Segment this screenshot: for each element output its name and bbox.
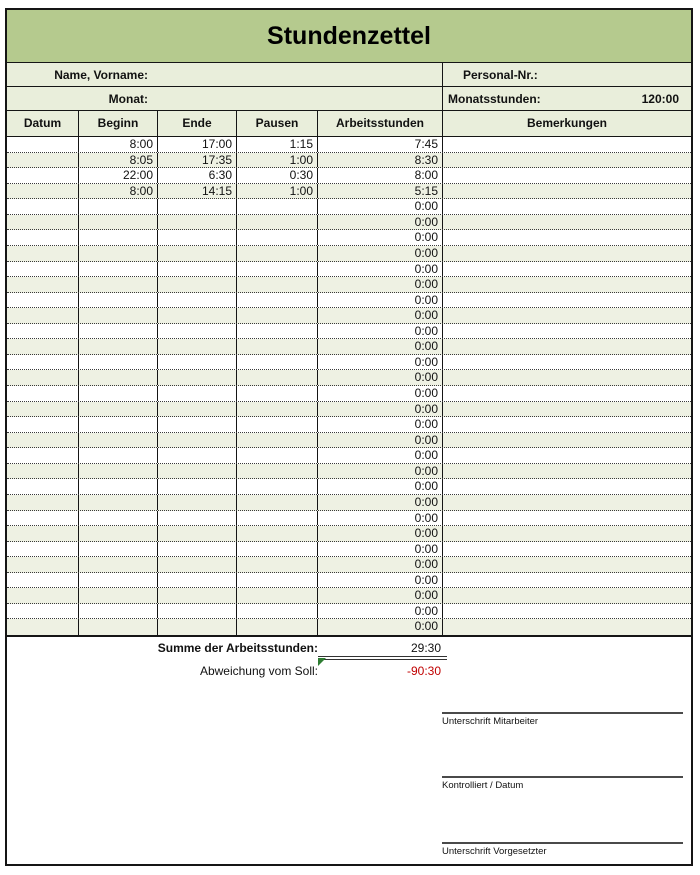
cell-arbeitsstunden-row14[interactable]: 0:00 xyxy=(318,339,443,354)
cell-beginn-row29[interactable] xyxy=(79,573,158,588)
cell-datum-row29[interactable] xyxy=(7,573,79,588)
name-label: Name, Vorname: xyxy=(54,67,148,82)
cell-arbeitsstunden-row21[interactable]: 0:00 xyxy=(318,448,443,463)
cell-bemerkungen-row6[interactable] xyxy=(443,215,691,230)
cell-pausen-row19[interactable] xyxy=(237,417,318,432)
cell-bemerkungen-row28[interactable] xyxy=(443,557,691,572)
cell-bemerkungen-row7[interactable] xyxy=(443,230,691,245)
cell-arbeitsstunden-row30[interactable]: 0:00 xyxy=(318,588,443,603)
cell-ende-row28[interactable] xyxy=(158,557,237,572)
cell-bemerkungen-row9[interactable] xyxy=(443,262,691,277)
cell-datum-row12[interactable] xyxy=(7,308,79,323)
monatsstunden-cell xyxy=(443,87,691,110)
cell-ende-row32[interactable] xyxy=(158,619,237,635)
cell-beginn-row11[interactable] xyxy=(79,293,158,308)
cell-ende-row8[interactable] xyxy=(158,246,237,261)
cell-beginn-row17[interactable] xyxy=(79,386,158,401)
cell-arbeitsstunden-row15[interactable]: 0:00 xyxy=(318,355,443,370)
cell-arbeitsstunden-row6[interactable]: 0:00 xyxy=(318,215,443,230)
cell-arbeitsstunden-row18[interactable]: 0:00 xyxy=(318,402,443,417)
cell-beginn-row28[interactable] xyxy=(79,557,158,572)
cell-ende-row12[interactable] xyxy=(158,308,237,323)
cell-bemerkungen-row4[interactable] xyxy=(443,184,691,199)
table-row xyxy=(7,386,691,402)
cell-beginn-row2[interactable]: 8:05 xyxy=(79,153,158,168)
cell-arbeitsstunden-row16[interactable]: 0:00 xyxy=(318,370,443,385)
cell-datum-row17[interactable] xyxy=(7,386,79,401)
column-header-arbeitsstunden: Arbeitsstunden xyxy=(318,111,443,136)
cell-pausen-row2[interactable]: 1:00 xyxy=(237,153,318,168)
table-row xyxy=(7,433,691,449)
cell-bemerkungen-row3[interactable] xyxy=(443,168,691,183)
table-row xyxy=(7,573,691,589)
cell-pausen-row25[interactable] xyxy=(237,511,318,526)
cell-ende-row15[interactable] xyxy=(158,355,237,370)
cell-ende-row3[interactable]: 6:30 xyxy=(158,168,237,183)
cell-arbeitsstunden-row5[interactable]: 0:00 xyxy=(318,199,443,214)
cell-pausen-row7[interactable] xyxy=(237,230,318,245)
cell-datum-row11[interactable] xyxy=(7,293,79,308)
cell-ende-row20[interactable] xyxy=(158,433,237,448)
cell-beginn-row32[interactable] xyxy=(79,619,158,635)
deviation-row xyxy=(7,664,441,678)
cell-bemerkungen-row14[interactable] xyxy=(443,339,691,354)
signature-line xyxy=(442,842,683,844)
table-row xyxy=(7,542,691,558)
cell-arbeitsstunden-row23[interactable]: 0:00 xyxy=(318,479,443,494)
cell-datum-row10[interactable] xyxy=(7,277,79,292)
cell-ende-row31[interactable] xyxy=(158,604,237,619)
cell-beginn-row18[interactable] xyxy=(79,402,158,417)
table-row xyxy=(7,215,691,231)
cell-bemerkungen-row22[interactable] xyxy=(443,464,691,479)
table-row xyxy=(7,417,691,433)
signature-field xyxy=(442,712,683,727)
cell-datum-row18[interactable] xyxy=(7,402,79,417)
table-row xyxy=(7,479,691,495)
cell-pausen-row12[interactable] xyxy=(237,308,318,323)
table-row xyxy=(7,604,691,620)
cell-datum-row6[interactable] xyxy=(7,215,79,230)
table-row xyxy=(7,339,691,355)
cell-beginn-row19[interactable] xyxy=(79,417,158,432)
cell-beginn-row30[interactable] xyxy=(79,588,158,603)
monat-label: Monat: xyxy=(108,91,148,106)
page-title: Stundenzettel xyxy=(267,22,431,50)
cell-ende-row17[interactable] xyxy=(158,386,237,401)
deviation-label: Abweichung vom Soll: xyxy=(199,664,318,678)
cell-bemerkungen-row19[interactable] xyxy=(443,417,691,432)
cell-beginn-row14[interactable] xyxy=(79,339,158,354)
cell-datum-row16[interactable] xyxy=(7,370,79,385)
monat-input-area[interactable] xyxy=(148,87,442,110)
cell-pausen-row21[interactable] xyxy=(237,448,318,463)
cell-datum-row31[interactable] xyxy=(7,604,79,619)
table-row xyxy=(7,495,691,511)
timesheet-grid xyxy=(7,137,691,637)
cell-pausen-row11[interactable] xyxy=(237,293,318,308)
cell-ende-row10[interactable] xyxy=(158,277,237,292)
cell-datum-row25[interactable] xyxy=(7,511,79,526)
cell-bemerkungen-row20[interactable] xyxy=(443,433,691,448)
cell-bemerkungen-row13[interactable] xyxy=(443,324,691,339)
cell-beginn-row15[interactable] xyxy=(79,355,158,370)
cell-pausen-row32[interactable] xyxy=(237,619,318,635)
cell-beginn-row16[interactable] xyxy=(79,370,158,385)
cell-ende-row7[interactable] xyxy=(158,230,237,245)
cell-arbeitsstunden-row17[interactable]: 0:00 xyxy=(318,386,443,401)
cell-pausen-row20[interactable] xyxy=(237,433,318,448)
cell-pausen-row10[interactable] xyxy=(237,277,318,292)
cell-bemerkungen-row18[interactable] xyxy=(443,402,691,417)
cell-datum-row15[interactable] xyxy=(7,355,79,370)
cell-beginn-row20[interactable] xyxy=(79,433,158,448)
cell-datum-row8[interactable] xyxy=(7,246,79,261)
cell-pausen-row28[interactable] xyxy=(237,557,318,572)
cell-beginn-row23[interactable] xyxy=(79,479,158,494)
cell-beginn-row24[interactable] xyxy=(79,495,158,510)
signature-label: Kontrolliert / Datum xyxy=(442,780,524,791)
cell-arbeitsstunden-row31[interactable]: 0:00 xyxy=(318,604,443,619)
cell-pausen-row30[interactable] xyxy=(237,588,318,603)
cell-arbeitsstunden-row24[interactable]: 0:00 xyxy=(318,495,443,510)
cell-beginn-row5[interactable] xyxy=(79,199,158,214)
total-double-rule xyxy=(318,656,447,660)
table-row xyxy=(7,355,691,371)
cell-pausen-row5[interactable] xyxy=(237,199,318,214)
cell-datum-row32[interactable] xyxy=(7,619,79,635)
table-row xyxy=(7,246,691,262)
cell-datum-row22[interactable] xyxy=(7,464,79,479)
cell-bemerkungen-row24[interactable] xyxy=(443,495,691,510)
cell-beginn-row26[interactable] xyxy=(79,526,158,541)
cell-bemerkungen-row32[interactable] xyxy=(443,619,691,635)
cell-ende-row19[interactable] xyxy=(158,417,237,432)
cell-bemerkungen-row26[interactable] xyxy=(443,526,691,541)
cell-pausen-row16[interactable] xyxy=(237,370,318,385)
personal-nr-input-area[interactable] xyxy=(538,63,691,86)
cell-datum-row30[interactable] xyxy=(7,588,79,603)
cell-ende-row14[interactable] xyxy=(158,339,237,354)
table-row xyxy=(7,324,691,340)
cell-ende-row29[interactable] xyxy=(158,573,237,588)
table-row xyxy=(7,619,691,635)
cell-arbeitsstunden-row13[interactable]: 0:00 xyxy=(318,324,443,339)
cell-bemerkungen-row5[interactable] xyxy=(443,199,691,214)
cell-ende-row6[interactable] xyxy=(158,215,237,230)
cell-datum-row23[interactable] xyxy=(7,479,79,494)
cell-arbeitsstunden-row19[interactable]: 0:00 xyxy=(318,417,443,432)
table-row xyxy=(7,370,691,386)
name-row xyxy=(7,63,691,87)
column-header-row xyxy=(7,111,691,137)
cell-beginn-row8[interactable] xyxy=(79,246,158,261)
table-row xyxy=(7,230,691,246)
table-row xyxy=(7,293,691,309)
name-input-area[interactable] xyxy=(148,63,442,86)
monatsstunden-value[interactable]: 120:00 xyxy=(641,91,679,106)
cell-arbeitsstunden-row1[interactable]: 7:45 xyxy=(318,137,443,152)
cell-arbeitsstunden-row20[interactable]: 0:00 xyxy=(318,433,443,448)
cell-pausen-row4[interactable]: 1:00 xyxy=(237,184,318,199)
table-row xyxy=(7,184,691,200)
cell-pausen-row27[interactable] xyxy=(237,542,318,557)
cell-arbeitsstunden-row12[interactable]: 0:00 xyxy=(318,308,443,323)
signature-line xyxy=(442,776,683,778)
cell-datum-row5[interactable] xyxy=(7,199,79,214)
summary-section xyxy=(7,637,691,866)
cell-arbeitsstunden-row11[interactable]: 0:00 xyxy=(318,293,443,308)
cell-arbeitsstunden-row8[interactable]: 0:00 xyxy=(318,246,443,261)
cell-bemerkungen-row25[interactable] xyxy=(443,511,691,526)
cell-ende-row4[interactable]: 14:15 xyxy=(158,184,237,199)
cell-arbeitsstunden-row7[interactable]: 0:00 xyxy=(318,230,443,245)
cell-ende-row13[interactable] xyxy=(158,324,237,339)
cell-bemerkungen-row10[interactable] xyxy=(443,277,691,292)
cell-arbeitsstunden-row29[interactable]: 0:00 xyxy=(318,573,443,588)
cell-arbeitsstunden-row9[interactable]: 0:00 xyxy=(318,262,443,277)
table-row xyxy=(7,199,691,215)
personal-nr-cell xyxy=(443,63,691,86)
signature-field xyxy=(442,842,683,857)
cell-bemerkungen-row8[interactable] xyxy=(443,246,691,261)
cell-pausen-row8[interactable] xyxy=(237,246,318,261)
table-row xyxy=(7,464,691,480)
cell-arbeitsstunden-row26[interactable]: 0:00 xyxy=(318,526,443,541)
cell-datum-row26[interactable] xyxy=(7,526,79,541)
cell-ende-row11[interactable] xyxy=(158,293,237,308)
cell-pausen-row26[interactable] xyxy=(237,526,318,541)
cell-bemerkungen-row21[interactable] xyxy=(443,448,691,463)
signature-label: Unterschrift Mitarbeiter xyxy=(442,716,539,727)
monat-cell xyxy=(7,87,443,110)
deviation-value: -90:30 xyxy=(406,664,441,678)
name-cell xyxy=(7,63,443,86)
table-row xyxy=(7,168,691,184)
cell-bemerkungen-row31[interactable] xyxy=(443,604,691,619)
column-header-beginn: Beginn xyxy=(79,111,158,136)
table-row xyxy=(7,153,691,169)
cell-pausen-row18[interactable] xyxy=(237,402,318,417)
cell-ende-row25[interactable] xyxy=(158,511,237,526)
cell-beginn-row27[interactable] xyxy=(79,542,158,557)
cell-ende-row23[interactable] xyxy=(158,479,237,494)
cell-bemerkungen-row17[interactable] xyxy=(443,386,691,401)
cell-pausen-row15[interactable] xyxy=(237,355,318,370)
cell-beginn-row13[interactable] xyxy=(79,324,158,339)
cell-pausen-row14[interactable] xyxy=(237,339,318,354)
column-header-ende: Ende xyxy=(158,111,237,136)
cell-arbeitsstunden-row28[interactable]: 0:00 xyxy=(318,557,443,572)
table-row xyxy=(7,308,691,324)
cell-ende-row9[interactable] xyxy=(158,262,237,277)
table-row xyxy=(7,448,691,464)
cell-beginn-row3[interactable]: 22:00 xyxy=(79,168,158,183)
table-row xyxy=(7,526,691,542)
cell-pausen-row17[interactable] xyxy=(237,386,318,401)
cell-datum-row13[interactable] xyxy=(7,324,79,339)
cell-arbeitsstunden-row4[interactable]: 5:15 xyxy=(318,184,443,199)
cell-datum-row27[interactable] xyxy=(7,542,79,557)
cell-ende-row26[interactable] xyxy=(158,526,237,541)
timesheet-sheet xyxy=(5,8,693,866)
table-row xyxy=(7,511,691,527)
cell-bemerkungen-row30[interactable] xyxy=(443,588,691,603)
cell-pausen-row3[interactable]: 0:30 xyxy=(237,168,318,183)
signature-field xyxy=(442,776,683,791)
sum-label: Summe der Arbeitsstunden: xyxy=(157,641,318,655)
cell-pausen-row6[interactable] xyxy=(237,215,318,230)
cell-beginn-row31[interactable] xyxy=(79,604,158,619)
cell-arbeitsstunden-row22[interactable]: 0:00 xyxy=(318,464,443,479)
cell-datum-row7[interactable] xyxy=(7,230,79,245)
cell-datum-row4[interactable] xyxy=(7,184,79,199)
table-row xyxy=(7,262,691,278)
cell-arbeitsstunden-row3[interactable]: 8:00 xyxy=(318,168,443,183)
cell-datum-row14[interactable] xyxy=(7,339,79,354)
cell-arbeitsstunden-row2[interactable]: 8:30 xyxy=(318,153,443,168)
cell-datum-row2[interactable] xyxy=(7,153,79,168)
cell-datum-row1[interactable] xyxy=(7,137,79,152)
table-row xyxy=(7,277,691,293)
cell-datum-row21[interactable] xyxy=(7,448,79,463)
cell-datum-row28[interactable] xyxy=(7,557,79,572)
table-row xyxy=(7,137,691,153)
cell-bemerkungen-row29[interactable] xyxy=(443,573,691,588)
table-row xyxy=(7,402,691,418)
cell-beginn-row25[interactable] xyxy=(79,511,158,526)
cell-pausen-row24[interactable] xyxy=(237,495,318,510)
cell-beginn-row1[interactable]: 8:00 xyxy=(79,137,158,152)
cell-beginn-row4[interactable]: 8:00 xyxy=(79,184,158,199)
cell-beginn-row22[interactable] xyxy=(79,464,158,479)
cell-bemerkungen-row16[interactable] xyxy=(443,370,691,385)
signature-label: Unterschrift Vorgesetzter xyxy=(442,846,547,857)
cell-arbeitsstunden-row27[interactable]: 0:00 xyxy=(318,542,443,557)
cell-pausen-row23[interactable] xyxy=(237,479,318,494)
cell-pausen-row22[interactable] xyxy=(237,464,318,479)
cell-arbeitsstunden-row32[interactable]: 0:00 xyxy=(318,619,443,635)
column-header-datum: Datum xyxy=(7,111,79,136)
signature-line xyxy=(442,712,683,714)
cell-datum-row9[interactable] xyxy=(7,262,79,277)
cell-ende-row21[interactable] xyxy=(158,448,237,463)
cell-pausen-row1[interactable]: 1:15 xyxy=(237,137,318,152)
cell-bemerkungen-row1[interactable] xyxy=(443,137,691,152)
cell-ende-row27[interactable] xyxy=(158,542,237,557)
cell-pausen-row31[interactable] xyxy=(237,604,318,619)
cell-beginn-row12[interactable] xyxy=(79,308,158,323)
sum-row xyxy=(7,641,441,655)
cell-pausen-row29[interactable] xyxy=(237,573,318,588)
cell-datum-row24[interactable] xyxy=(7,495,79,510)
cell-datum-row19[interactable] xyxy=(7,417,79,432)
cell-beginn-row9[interactable] xyxy=(79,262,158,277)
column-header-bemerkungen: Bemerkungen xyxy=(526,116,608,130)
cell-bemerkungen-row11[interactable] xyxy=(443,293,691,308)
cell-ende-row24[interactable] xyxy=(158,495,237,510)
cell-ende-row1[interactable]: 17:00 xyxy=(158,137,237,152)
cell-datum-row20[interactable] xyxy=(7,433,79,448)
cell-arbeitsstunden-row25[interactable]: 0:00 xyxy=(318,511,443,526)
cell-ende-row16[interactable] xyxy=(158,370,237,385)
sum-value: 29:30 xyxy=(410,641,441,655)
personal-nr-label: Personal-Nr.: xyxy=(463,67,538,82)
cell-ende-row5[interactable] xyxy=(158,199,237,214)
cell-datum-row3[interactable] xyxy=(7,168,79,183)
cell-beginn-row7[interactable] xyxy=(79,230,158,245)
cell-beginn-row10[interactable] xyxy=(79,277,158,292)
table-row xyxy=(7,588,691,604)
cell-bemerkungen-row12[interactable] xyxy=(443,308,691,323)
cell-pausen-row9[interactable] xyxy=(237,262,318,277)
monatsstunden-label: Monatsstunden: xyxy=(448,91,541,106)
cell-bemerkungen-row23[interactable] xyxy=(443,479,691,494)
cell-bemerkungen-row27[interactable] xyxy=(443,542,691,557)
column-header-pausen: Pausen xyxy=(237,111,318,136)
monat-row xyxy=(7,87,691,111)
cell-pausen-row13[interactable] xyxy=(237,324,318,339)
cell-beginn-row6[interactable] xyxy=(79,215,158,230)
cell-beginn-row21[interactable] xyxy=(79,448,158,463)
cell-ende-row2[interactable]: 17:35 xyxy=(158,153,237,168)
cell-bemerkungen-row2[interactable] xyxy=(443,153,691,168)
cell-bemerkungen-row15[interactable] xyxy=(443,355,691,370)
cell-arbeitsstunden-row10[interactable]: 0:00 xyxy=(318,277,443,292)
table-row xyxy=(7,557,691,573)
title-bar xyxy=(7,10,691,63)
cell-ende-row30[interactable] xyxy=(158,588,237,603)
cell-ende-row22[interactable] xyxy=(158,464,237,479)
cell-ende-row18[interactable] xyxy=(158,402,237,417)
